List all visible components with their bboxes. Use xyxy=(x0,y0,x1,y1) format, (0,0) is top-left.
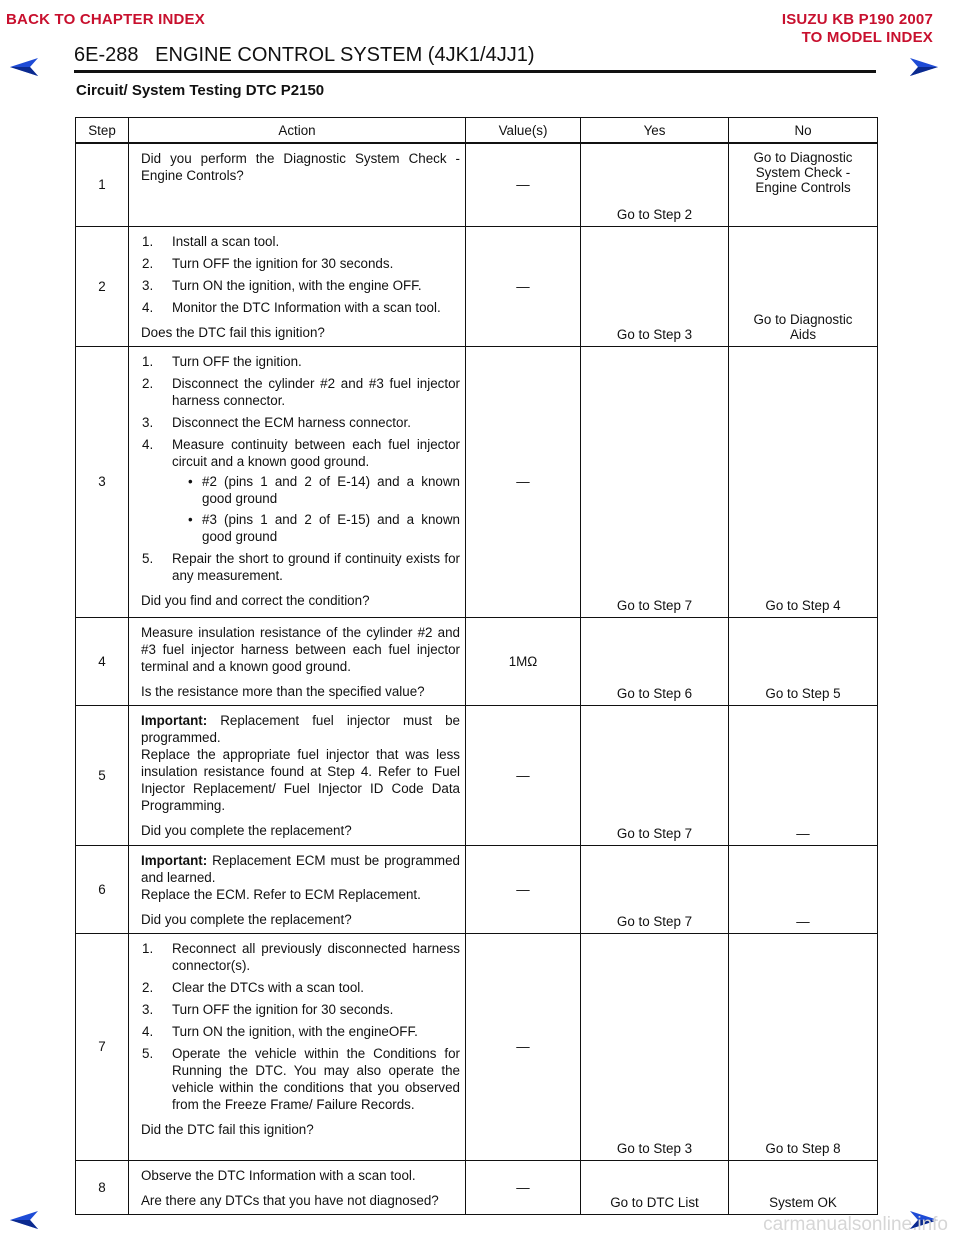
important-note: Important: Replacement fuel injector must be programmed. xyxy=(141,712,460,745)
step-value: 1MΩ xyxy=(466,617,581,705)
column-header-action: Action xyxy=(129,118,466,144)
step-value: — xyxy=(466,845,581,933)
procedure-list xyxy=(141,353,460,584)
step-value: — xyxy=(466,226,581,346)
step-question: Did you complete the replacement? xyxy=(141,822,352,838)
step-value: — xyxy=(466,346,581,617)
list-item: 3. Turn ON the ignition, with the engine OFF. xyxy=(142,277,422,293)
step-value: — xyxy=(466,143,581,226)
table-header-row xyxy=(76,118,878,144)
list-item: 1. Reconnect all previously disconnected harness connector(s). xyxy=(142,940,460,973)
yes-result: Go to Step 7 xyxy=(581,705,729,845)
list-item: 2. Disconnect the cylinder #2 and #3 fuel injector harness connector. xyxy=(142,375,460,408)
table-row xyxy=(76,845,878,933)
step-question: Does the DTC fail this ignition? xyxy=(141,324,325,340)
list-item: 2. Clear the DTCs with a scan tool. xyxy=(142,979,365,995)
list-item: 2. Turn OFF the ignition for 30 seconds. xyxy=(142,255,394,271)
action-text: Replace the appropriate fuel injector that was less insulation resistance found at Step 4. Refer to Fuel Injector Replacement/ Fuel Injector ID Code Data Programming. xyxy=(141,746,460,813)
model-title: ISUZU KB P190 2007 xyxy=(781,11,933,28)
section-title: Circuit/ System Testing DTC P2150 xyxy=(76,82,325,99)
list-item: 5. Operate the vehicle within the Conditions for Running the DTC. You may also operate the vehicle within the conditions that you observed from the Freeze Frame/ Failure Records. xyxy=(142,1045,460,1112)
step-question: Are there any DTCs that you have not diagnosed? xyxy=(141,1192,439,1208)
no-result: — xyxy=(729,705,878,845)
no-result: Go to Step 5 xyxy=(729,617,878,705)
no-result: System OK xyxy=(729,1160,878,1214)
action-text: Did you perform the Diagnostic System Check - Engine Controls? xyxy=(141,151,460,183)
step-question: Did you find and correct the condition? xyxy=(141,592,370,608)
header-divider xyxy=(74,70,876,73)
column-header-yes: Yes xyxy=(581,118,729,144)
bullet-item: • #3 (pins 1 and 2 of E-15) and a known good ground xyxy=(188,511,460,544)
sub-bullet-list xyxy=(172,473,460,545)
table-row xyxy=(76,1160,878,1214)
bullet-item: • #2 (pins 1 and 2 of E-14) and a known good ground xyxy=(188,473,460,506)
step-action xyxy=(129,143,466,226)
no-result xyxy=(729,143,878,226)
no-result xyxy=(729,226,878,346)
table-row xyxy=(76,346,878,617)
step-action xyxy=(129,845,466,933)
yes-result: Go to Step 3 xyxy=(581,226,729,346)
back-to-chapter-index-link[interactable]: BACK TO CHAPTER INDEX xyxy=(6,11,205,28)
yes-result: Go to Step 7 xyxy=(581,845,729,933)
diagnostic-table xyxy=(75,117,878,1215)
table-row xyxy=(76,933,878,1160)
no-result: — xyxy=(729,845,878,933)
step-action xyxy=(129,226,466,346)
step-action xyxy=(129,1160,466,1214)
action-text: Measure insulation resistance of the cylinder #2 and #3 fuel injector harness between each fuel injector terminal and a known good ground. xyxy=(141,624,460,674)
yes-result: Go to Step 6 xyxy=(581,617,729,705)
no-result-line: Aids xyxy=(789,326,817,342)
table-row xyxy=(76,617,878,705)
step-action xyxy=(129,617,466,705)
list-item: 4. Turn ON the ignition, with the engineOFF. xyxy=(142,1023,418,1039)
page-header: 6E-288 ENGINE CONTROL SYSTEM (4JK1/4JJ1) xyxy=(74,44,535,66)
table-row xyxy=(76,143,878,226)
procedure-list xyxy=(141,940,460,1113)
list-item: 1. Install a scan tool. xyxy=(142,233,280,249)
important-note: Important: Replacement ECM must be programmed and learned. xyxy=(141,852,460,885)
column-header-values: Value(s) xyxy=(466,118,581,144)
no-result-line: Go to Diagnostic xyxy=(753,311,853,327)
list-item: 3. Disconnect the ECM harness connector. xyxy=(142,414,411,430)
step-number: 8 xyxy=(76,1160,129,1214)
previous-page-arrow-icon[interactable] xyxy=(8,1209,40,1231)
yes-result: Go to Step 7 xyxy=(581,346,729,617)
action-text: Observe the DTC Information with a scan tool. xyxy=(141,1167,416,1183)
no-result-line: Engine Controls xyxy=(755,180,851,195)
step-number: 4 xyxy=(76,617,129,705)
step-number: 6 xyxy=(76,845,129,933)
no-result-line: Go to Diagnostic xyxy=(753,150,853,165)
table-row xyxy=(76,226,878,346)
list-item: 4. Measure continuity between each fuel injector circuit and a known good ground. • #2 (pins 1 and 2 of E-14) and a known good ground • #3 (pins 1 and 2 of E-15) and a known good ground xyxy=(142,436,460,544)
step-number: 2 xyxy=(76,226,129,346)
next-page-arrow-icon[interactable] xyxy=(908,56,940,78)
step-number: 1 xyxy=(76,143,129,226)
column-header-no: No xyxy=(729,118,878,144)
step-number: 3 xyxy=(76,346,129,617)
column-header-step: Step xyxy=(76,118,129,144)
yes-result: Go to DTC List xyxy=(581,1160,729,1214)
no-result: Go to Step 4 xyxy=(729,346,878,617)
no-result: Go to Step 8 xyxy=(729,933,878,1160)
step-question: Is the resistance more than the specified value? xyxy=(141,683,425,699)
list-item: 4. Monitor the DTC Information with a scan tool. xyxy=(142,299,441,315)
step-action xyxy=(129,705,466,845)
step-action xyxy=(129,933,466,1160)
list-item: 5. Repair the short to ground if continuity exists for any measurement. xyxy=(142,550,460,583)
step-value: — xyxy=(466,933,581,1160)
step-number: 7 xyxy=(76,933,129,1160)
step-question: Did you complete the replacement? xyxy=(141,911,352,927)
step-number: 5 xyxy=(76,705,129,845)
table-row xyxy=(76,705,878,845)
yes-result: Go to Step 2 xyxy=(581,143,729,226)
action-text: Replace the ECM. Refer to ECM Replacement. xyxy=(141,886,421,902)
yes-result: Go to Step 3 xyxy=(581,933,729,1160)
step-action xyxy=(129,346,466,617)
step-value: — xyxy=(466,1160,581,1214)
step-question: Did the DTC fail this ignition? xyxy=(141,1121,314,1137)
list-item: 1. Turn OFF the ignition. xyxy=(142,353,302,369)
no-result-line: System Check - xyxy=(755,165,851,180)
previous-page-arrow-icon[interactable] xyxy=(8,56,40,78)
to-model-index-link[interactable]: TO MODEL INDEX xyxy=(801,29,933,46)
list-item: 3. Turn OFF the ignition for 30 seconds. xyxy=(142,1001,394,1017)
step-value: — xyxy=(466,705,581,845)
procedure-list xyxy=(141,233,460,316)
watermark: carmanualsonline.info xyxy=(763,1214,948,1235)
